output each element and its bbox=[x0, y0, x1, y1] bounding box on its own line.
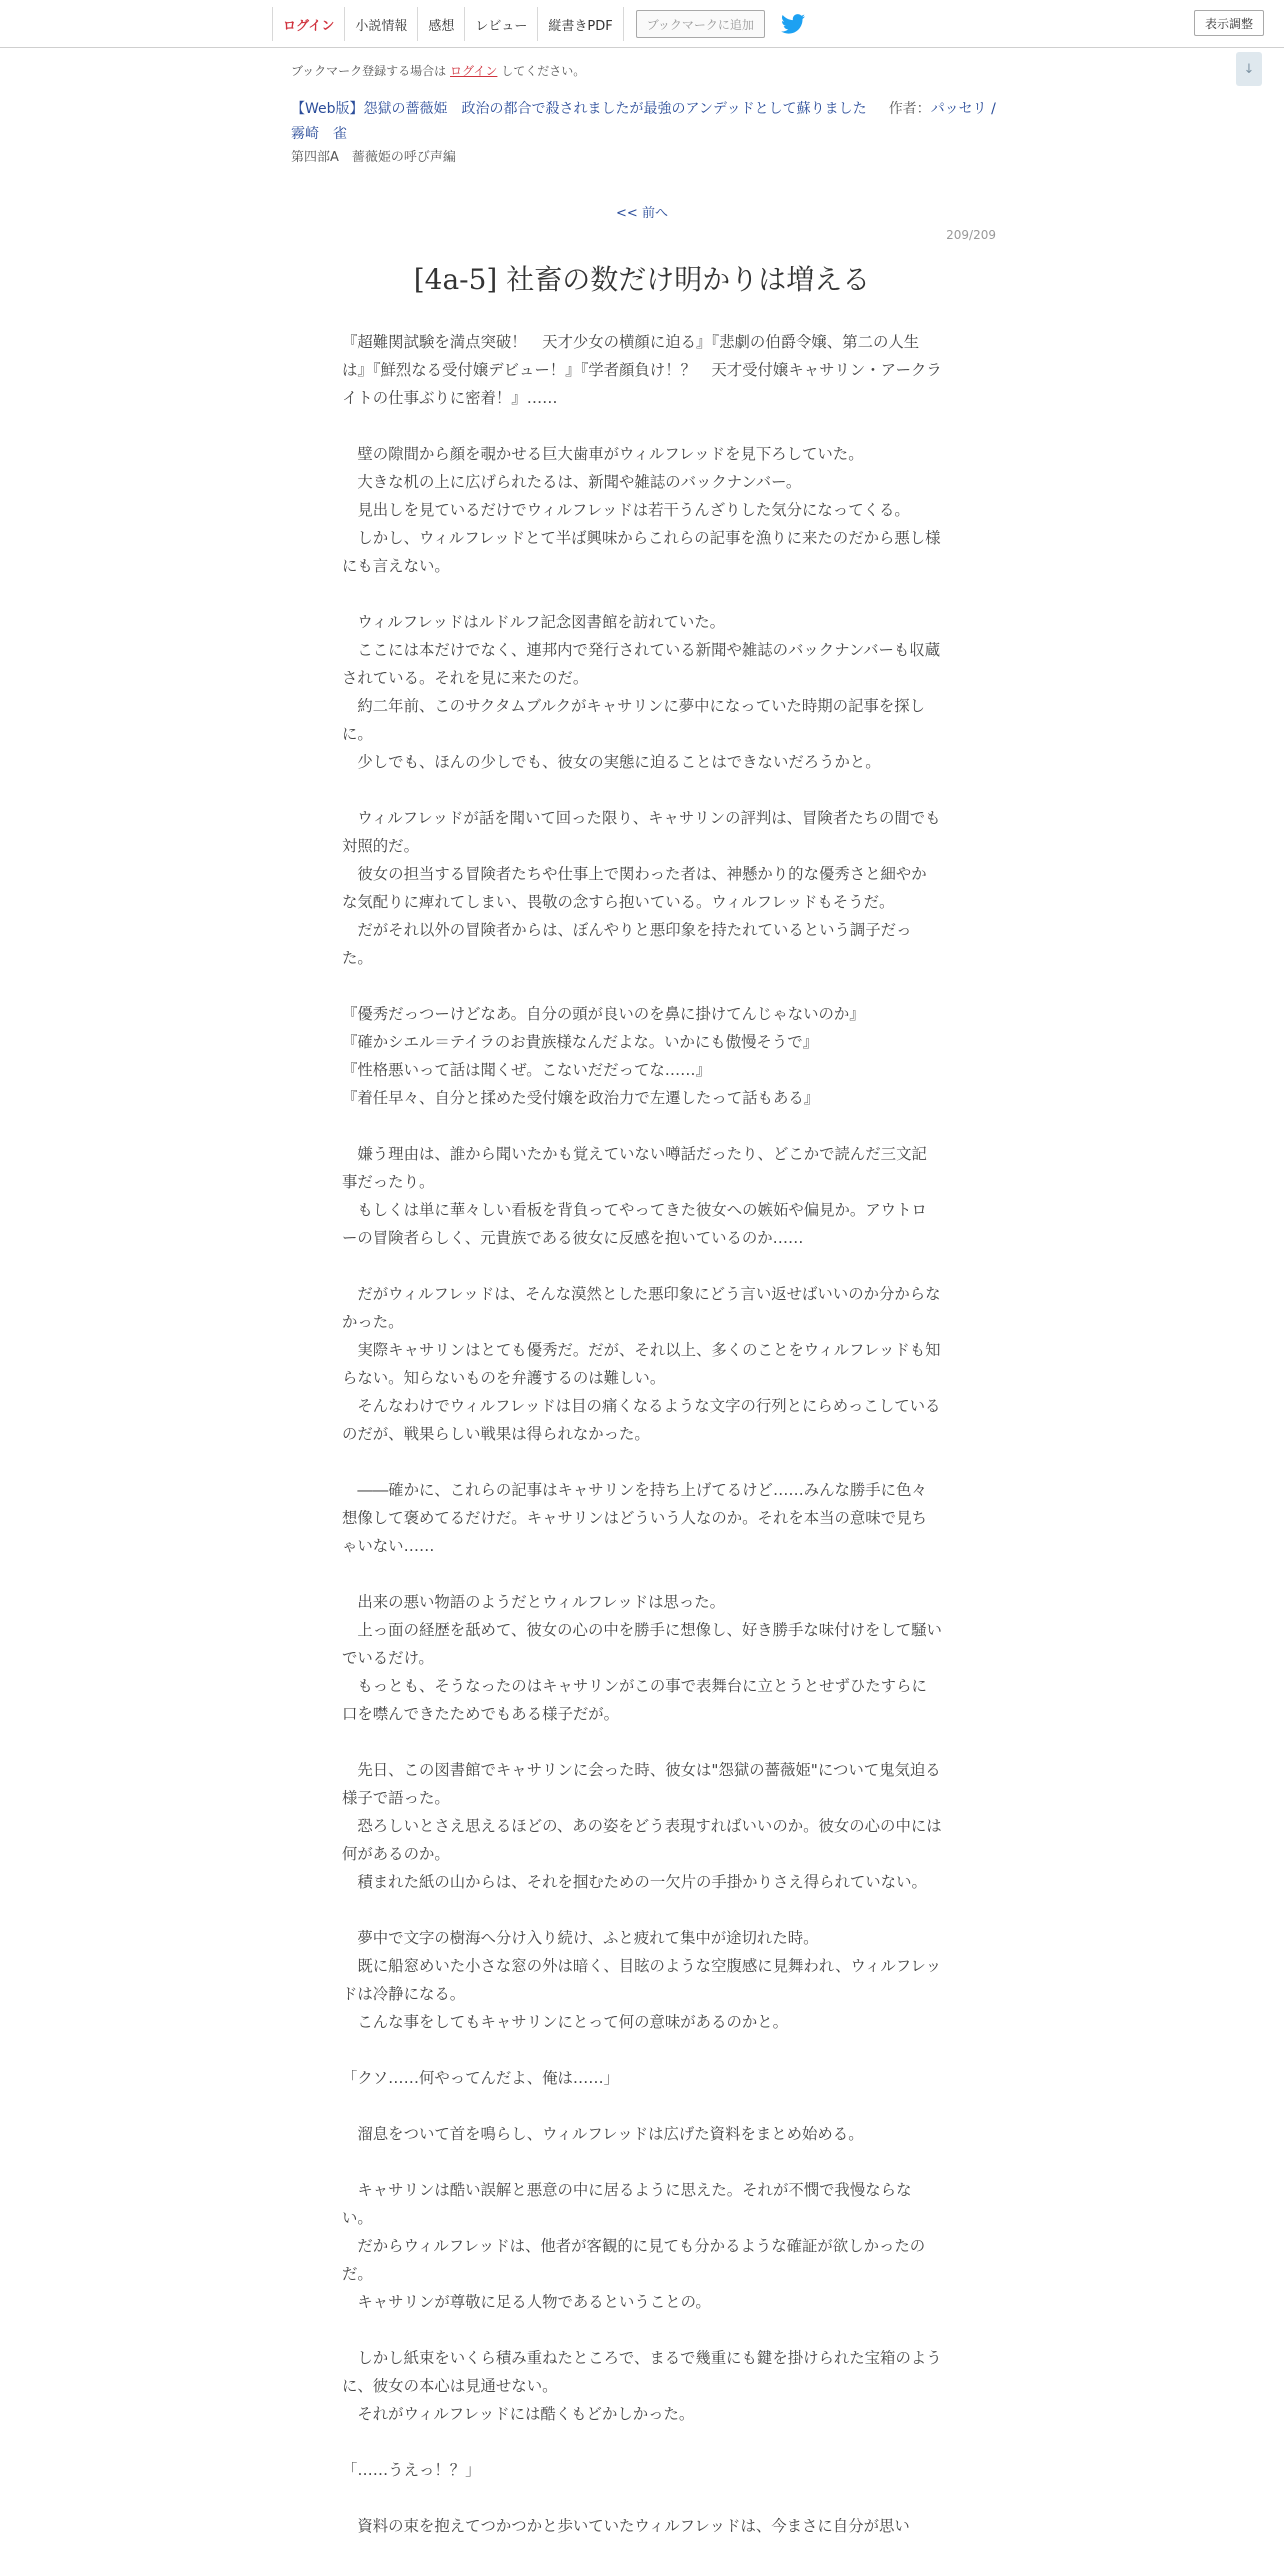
body-paragraph: もしくは単に華々しい看板を背負ってやってきた彼女への嫉妬や偏見か。アウトローの冒険者らしく、元貴族である彼女に反感を抱いているのか…… bbox=[342, 1201, 927, 1247]
body-paragraph: 『確かシエル＝テイラのお貴族様なんだよな。いかにも傲慢そうで』 bbox=[342, 1033, 819, 1051]
display-settings-button[interactable]: 表示調整 bbox=[1194, 10, 1264, 36]
body-paragraph bbox=[342, 1896, 942, 1924]
body-paragraph: 「……うえっ！？」 bbox=[342, 2461, 481, 2479]
body-paragraph bbox=[342, 2036, 942, 2064]
body-paragraph bbox=[342, 580, 942, 608]
body-paragraph: ここには本だけでなく、連邦内で発行されている新聞や雑誌のバックナンバーも収蔵されている。それを見に来たのだ。 bbox=[342, 641, 941, 687]
body-paragraph: 積まれた紙の山からは、それを掴むための一欠片の手掛かりさえ得られていない。 bbox=[342, 1873, 927, 1891]
body-paragraph bbox=[342, 972, 942, 1000]
episode-title: [4a-5] 社畜の数だけ明かりは増える bbox=[413, 263, 871, 296]
body-paragraph bbox=[342, 2316, 942, 2344]
body-paragraph: 少しでも、ほんの少しでも、彼女の実態に迫ることはできないだろうかと。 bbox=[342, 753, 881, 771]
nav-impressions-link[interactable]: 感想 bbox=[418, 7, 465, 41]
body-paragraph: 壁の隙間から顔を覗かせる巨大歯車がウィルフレッドを見下ろしていた。 bbox=[342, 445, 864, 463]
body-paragraph bbox=[342, 2484, 942, 2512]
note-login-link[interactable]: ログイン bbox=[450, 64, 498, 78]
scroll-to-bottom-button[interactable]: ↓ bbox=[1236, 52, 1262, 86]
body-paragraph: 嫌う理由は、誰から聞いたかも覚えていない噂話だったり、どこかで読んだ三文記事だったり。 bbox=[342, 1145, 927, 1191]
nav-novel-info-link[interactable]: 小説情報 bbox=[345, 7, 418, 41]
body-paragraph bbox=[342, 1252, 942, 1280]
body-paragraph bbox=[342, 2428, 942, 2456]
nav-reviews-link[interactable]: レビュー bbox=[465, 7, 538, 41]
novel-body bbox=[342, 328, 942, 2540]
body-paragraph: 溜息をついて首を鳴らし、ウィルフレッドは広げた資料をまとめ始める。 bbox=[342, 2125, 864, 2143]
twitter-icon[interactable] bbox=[781, 14, 805, 34]
body-paragraph bbox=[342, 1448, 942, 1476]
body-paragraph: だからウィルフレッドは、他者が客観的に見ても分かるような確証が欲しかったのだ。 bbox=[342, 2237, 926, 2283]
body-paragraph: ウィルフレッドはルドルフ記念図書館を訪れていた。 bbox=[342, 613, 726, 631]
novel-nav bbox=[272, 7, 805, 41]
body-paragraph: 『性格悪いって話は聞くぜ。こないだだってな……』 bbox=[342, 1061, 711, 1079]
page-count: 209/209 bbox=[946, 228, 996, 242]
bookmark-login-note bbox=[291, 62, 585, 79]
body-paragraph: 見出しを見ているだけでウィルフレッドは若干うんざりした気分になってくる。 bbox=[342, 501, 910, 519]
body-paragraph: 出来の悪い物語のようだとウィルフレッドは思った。 bbox=[342, 1593, 726, 1611]
body-paragraph: 大きな机の上に広げられたるは、新聞や雑誌のバックナンバー。 bbox=[342, 473, 802, 491]
add-bookmark-button[interactable]: ブックマークに追加 bbox=[636, 10, 765, 38]
body-paragraph: 先日、この図書館でキャサリンに会った時、彼女は"怨獄の薔薇姫"について鬼気迫る様子で語った。 bbox=[342, 1761, 941, 1807]
body-paragraph: もっとも、そうなったのはキャサリンがこの事で表舞台に立とうとせずひたすらに口を噤んできたためでもある様子だが。 bbox=[342, 1677, 927, 1723]
chapter-title: 第四部A 薔薇姫の呼び声編 bbox=[291, 150, 456, 165]
body-paragraph: だがそれ以外の冒険者からは、ぼんやりと悪印象を持たれているという調子だった。 bbox=[342, 921, 912, 967]
note-text-after: してください。 bbox=[501, 64, 586, 78]
body-paragraph: 彼女の担当する冒険者たちや仕事上で関わった者は、神懸かり的な優秀さと細やかな気配りに痺れてしまい、畏敬の念すら抱いている。ウィルフレッドもそうだ。 bbox=[342, 865, 927, 911]
note-text-before: ブックマーク登録する場合は bbox=[291, 64, 447, 78]
body-paragraph: しかし、ウィルフレッドとて半ば興味からこれらの記事を漁りに来たのだから悪し様にも言えない。 bbox=[342, 529, 941, 575]
body-paragraph: キャサリンが尊敬に足る人物であるということの。 bbox=[342, 2293, 711, 2311]
body-paragraph bbox=[342, 1560, 942, 1588]
body-paragraph bbox=[342, 776, 942, 804]
body-paragraph: 上っ面の経歴を舐めて、彼女の心の中を勝手に想像し、好き勝手な味付けをして騒いでいるだけ。 bbox=[342, 1621, 942, 1667]
body-paragraph bbox=[342, 1112, 942, 1140]
body-paragraph: 「クソ……何やってんだよ、俺は……」 bbox=[342, 2069, 620, 2087]
site-header bbox=[0, 0, 1284, 48]
author-label: 作者： bbox=[888, 101, 931, 117]
body-paragraph: ウィルフレッドが話を聞いて回った限り、キャサリンの評判は、冒険者たちの間でも対照的だ。 bbox=[342, 809, 941, 855]
body-paragraph: しかし紙束をいくら積み重ねたところで、まるで幾重にも鍵を掛けられた宝箱のように、彼女の本心は見通せない。 bbox=[342, 2349, 942, 2395]
body-paragraph bbox=[342, 2148, 942, 2176]
body-paragraph bbox=[342, 1728, 942, 1756]
author-link[interactable]: パッセリ / 霧崎 雀 bbox=[291, 101, 996, 142]
body-paragraph: 実際キャサリンはとても優秀だ。だが、それ以上、多くのことをウィルフレッドも知らない。知らないものを弁護するのは難しい。 bbox=[342, 1341, 941, 1387]
body-paragraph: 『優秀だっつーけどなあ。自分の頭が良いのを鼻に掛けてんじゃないのか』 bbox=[342, 1005, 865, 1023]
body-paragraph: 資料の束を抱えてつかつかと歩いていたウィルフレッドは、今まさに自分が思い bbox=[342, 2517, 910, 2535]
body-paragraph: それがウィルフレッドには酷くもどかしかった。 bbox=[342, 2405, 695, 2423]
body-paragraph: 既に船窓めいた小さな窓の外は暗く、目眩のような空腹感に見舞われ、ウィルフレッドは冷静になる。 bbox=[342, 1957, 942, 2003]
body-paragraph bbox=[342, 412, 942, 440]
body-paragraph: 『着任早々、自分と揉めた受付嬢を政治力で左遷したって話もある』 bbox=[342, 1089, 820, 1107]
body-paragraph: だがウィルフレッドは、そんな漠然とした悪印象にどう言い返せばいいのか分からなかった。 bbox=[342, 1285, 941, 1331]
body-paragraph: こんな事をしてもキャサリンにとって何の意味があるのかと。 bbox=[342, 2013, 789, 2031]
body-paragraph: 夢中で文字の樹海へ分け入り続け、ふと疲れて集中が途切れた時。 bbox=[342, 1929, 819, 1947]
series-title-link[interactable]: 【Web版】怨獄の薔薇姫 政治の都合で殺されましたが最強のアンデッドとして蘇りました bbox=[291, 101, 867, 117]
nav-vertical-pdf-link[interactable]: 縦書きPDF bbox=[538, 7, 623, 41]
body-paragraph bbox=[342, 2092, 942, 2120]
body-paragraph: 恐ろしいとさえ思えるほどの、あの姿をどう表現すればいいのか。彼女の心の中には何があるのか。 bbox=[342, 1817, 942, 1863]
nav-login-link[interactable]: ログイン bbox=[273, 7, 345, 41]
prev-page-link[interactable]: << 前へ bbox=[616, 206, 668, 221]
series-info bbox=[291, 97, 1003, 147]
body-paragraph: 約二年前、このサクタムブルクがキャサリンに夢中になっていた時期の記事を探しに。 bbox=[342, 697, 925, 743]
body-paragraph: キャサリンは酷い誤解と悪意の中に居るように思えた。それが不憫で我慢ならない。 bbox=[342, 2181, 912, 2227]
body-paragraph: そんなわけでウィルフレッドは目の痛くなるような文字の行列とにらめっこしているのだが、戦果らしい戦果は得られなかった。 bbox=[342, 1397, 941, 1443]
body-paragraph: ――確かに、これらの記事はキャサリンを持ち上げてるけど……みんな勝手に色々想像して褒めてるだけだ。キャサリンはどういう人なのか。それを本当の意味で見ちゃいない…… bbox=[342, 1481, 927, 1555]
body-paragraph: 『超難関試験を満点突破！ 天才少女の横顔に迫る』『悲劇の伯爵令嬢、第二の人生は』『鮮烈なる受付嬢デビュー！』『学者顔負け！？ 天才受付嬢キャサリン・アークライトの仕事ぶりに密着！』…… bbox=[342, 333, 942, 407]
